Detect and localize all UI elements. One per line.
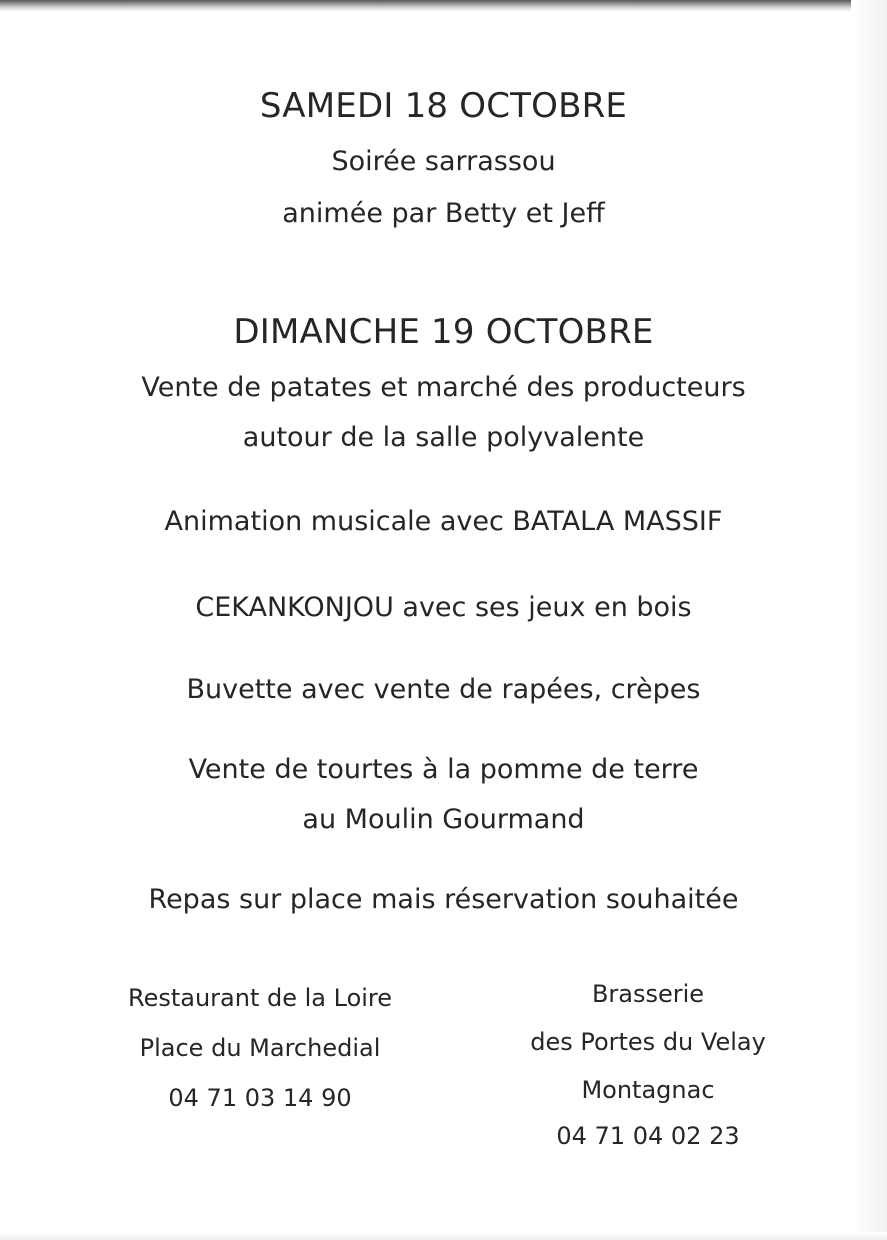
sunday-heading: DIMANCHE 19 OCTOBRE <box>233 312 654 352</box>
contact-left-phone: 04 71 03 14 90 <box>168 1084 352 1112</box>
contact-right-town: Montagnac <box>581 1076 715 1104</box>
contact-left-address: Place du Marchedial <box>139 1034 381 1062</box>
contact-right-name-2: des Portes du Velay <box>530 1028 766 1056</box>
scan-edge-bottom <box>0 1232 887 1240</box>
contact-left-name: Restaurant de la Loire <box>127 984 393 1012</box>
meal-line: Repas sur place mais réservation souhaitée <box>148 884 739 915</box>
pies-line-2: au Moulin Gourmand <box>302 804 585 835</box>
contact-right-name-1: Brasserie <box>591 980 705 1008</box>
market-line-2: autour de la salle polyvalente <box>242 422 645 453</box>
pies-line-1: Vente de tourtes à la pomme de terre <box>188 754 699 785</box>
saturday-heading: SAMEDI 18 OCTOBRE <box>259 86 628 126</box>
saturday-line-2: animée par Betty et Jeff <box>282 198 605 229</box>
bar-line: Buvette avec vente de rapées, crèpes <box>186 674 701 705</box>
scan-edge-top <box>0 0 887 12</box>
saturday-line-1: Soirée sarrassou <box>331 146 556 177</box>
games-line: CEKANKONJOU avec ses jeux en bois <box>195 592 692 623</box>
music-line: Animation musicale avec BATALA MASSIF <box>164 506 723 537</box>
market-line-1: Vente de patates et marché des producteurs <box>141 372 746 403</box>
contact-right-phone: 04 71 04 02 23 <box>556 1122 740 1150</box>
